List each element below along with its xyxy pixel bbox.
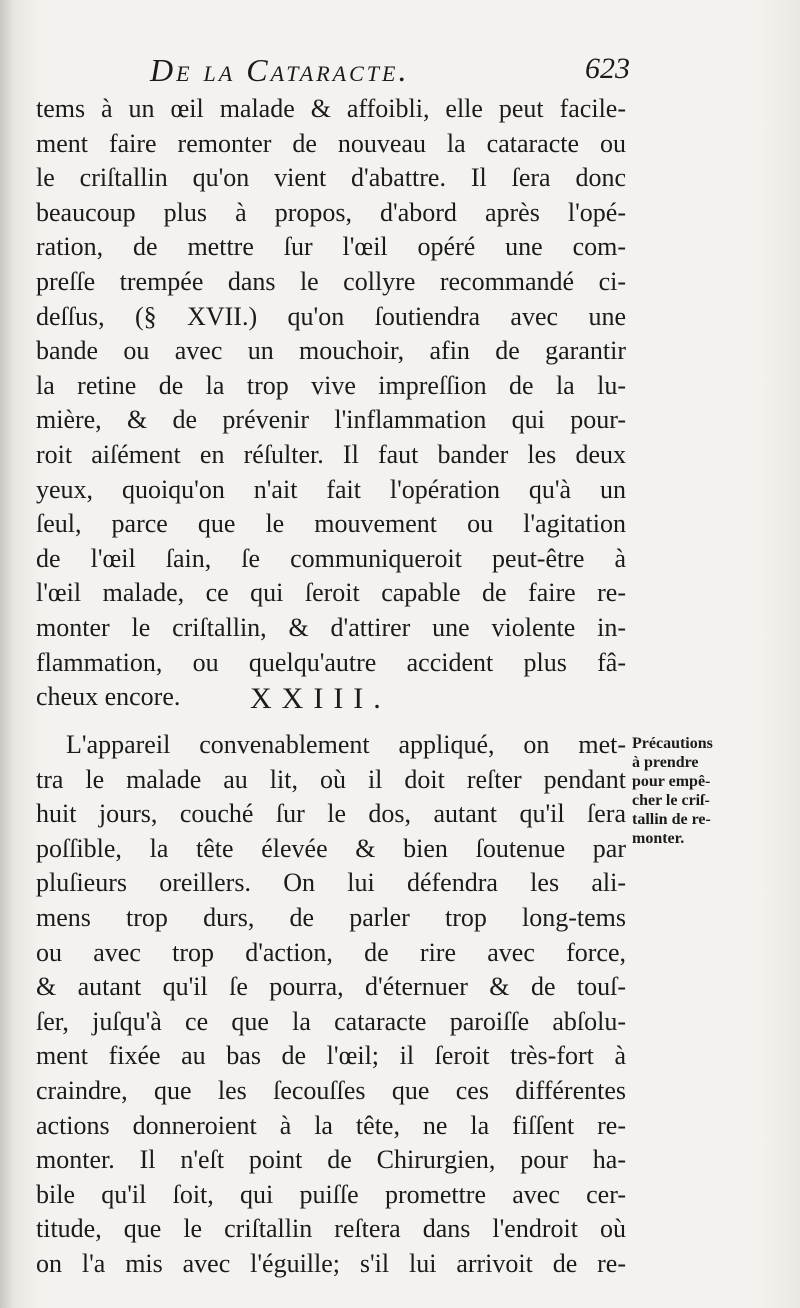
text-line: ment fixée au bas de l'œil; il ſeroit très-fort à <box>36 1041 626 1071</box>
text-line: ment faire remonter de nouveau la cataracte ou <box>36 128 626 158</box>
text-line: monter. Il n'eſt point de Chirurgien, pour ha- <box>36 1145 626 1175</box>
marginal-note-line: monter. <box>632 830 685 847</box>
text-line: l'œil malade, ce qui ſeroit capable de faire re- <box>36 578 626 608</box>
marginal-note <box>632 734 782 848</box>
text-line: mière, & de prévenir l'inflammation qui pour- <box>36 405 626 435</box>
marginal-note-line: cher le criſ- <box>632 792 710 809</box>
text-line: titude, que le criſtallin reſtera dans l'endroit où <box>36 1214 626 1244</box>
page-header <box>150 52 630 92</box>
marginal-note-line: Précautions <box>632 735 713 752</box>
text-line: bande ou avec un mouchoir, afin de garantir <box>36 336 626 366</box>
running-title: De la Cataracte. <box>150 52 410 88</box>
text-line: roit aiſément en réſulter. Il faut bander les deux <box>36 439 626 469</box>
text-line: mens trop durs, de parler trop long-tems <box>36 902 626 932</box>
text-line: poſſible, la tête élevée & bien ſoutenue par <box>36 833 626 863</box>
marginal-note-line: tallin de re- <box>632 811 711 828</box>
paragraph-1 <box>36 92 626 715</box>
text-line: yeux, quoiqu'on n'ait fait l'opération qu'à un <box>36 474 626 504</box>
text-line: on l'a mis avec l'éguille; s'il lui arrivoit de re- <box>36 1248 626 1278</box>
text-line: tems à un œil malade & affoibli, elle peut facile- <box>36 94 626 123</box>
page-number: 623 <box>585 52 630 85</box>
text-line: beaucoup plus à propos, d'abord après l'opé- <box>36 197 626 227</box>
text-line: flammation, ou quelqu'autre accident plus fâ- <box>36 647 626 677</box>
text-line: de l'œil ſain, ſe communiqueroit peut-être à <box>36 543 626 573</box>
text-line: tra le malade au lit, où il doit reſter pendant <box>36 764 626 794</box>
text-line: monter le criſtallin, & d'attirer une violente in- <box>36 612 626 642</box>
text-line: deſſus, (§ XVII.) qu'on ſoutiendra avec une <box>36 301 626 331</box>
text-line: cheux encore. <box>36 682 181 712</box>
text-line: & autant qu'il ſe pourra, d'éternuer & de touſ- <box>36 972 626 1002</box>
text-line: ration, de mettre ſur l'œil opéré une com- <box>36 232 626 262</box>
marginal-note-line: à prendre <box>632 754 699 771</box>
marginal-note-line: pour empê- <box>632 773 711 790</box>
text-line: preſſe trempée dans le collyre recommandé ci- <box>36 266 626 296</box>
text-line: pluſieurs oreillers. On lui défendra les ali- <box>36 868 626 898</box>
text-line: craindre, que les ſecouſſes que ces différentes <box>36 1075 626 1105</box>
text-line: la retine de la trop vive impreſſion de la lu- <box>36 370 626 400</box>
text-line: actions donneroient à la tête, ne la fiſſent re- <box>36 1110 626 1140</box>
text-line: ſer, juſqu'à ce que la cataracte paroiſſe abſolu- <box>36 1006 626 1036</box>
text-line: ou avec trop d'action, de rire avec force, <box>36 937 626 967</box>
text-line: huit jours, couché ſur le dos, autant qu'il ſera <box>36 799 626 829</box>
paragraph-2 <box>36 728 626 1282</box>
text-line: bile qu'il ſoit, qui puiſſe promettre avec cer- <box>36 1179 626 1209</box>
text-line: le criſtallin qu'on vient d'abattre. Il ſera donc <box>36 163 626 193</box>
text-line: L'appareil convenablement appliqué, on met- <box>66 730 626 759</box>
section-heading: XXIII. <box>250 682 391 715</box>
text-line: ſeul, parce que le mouvement ou l'agitation <box>36 509 626 539</box>
